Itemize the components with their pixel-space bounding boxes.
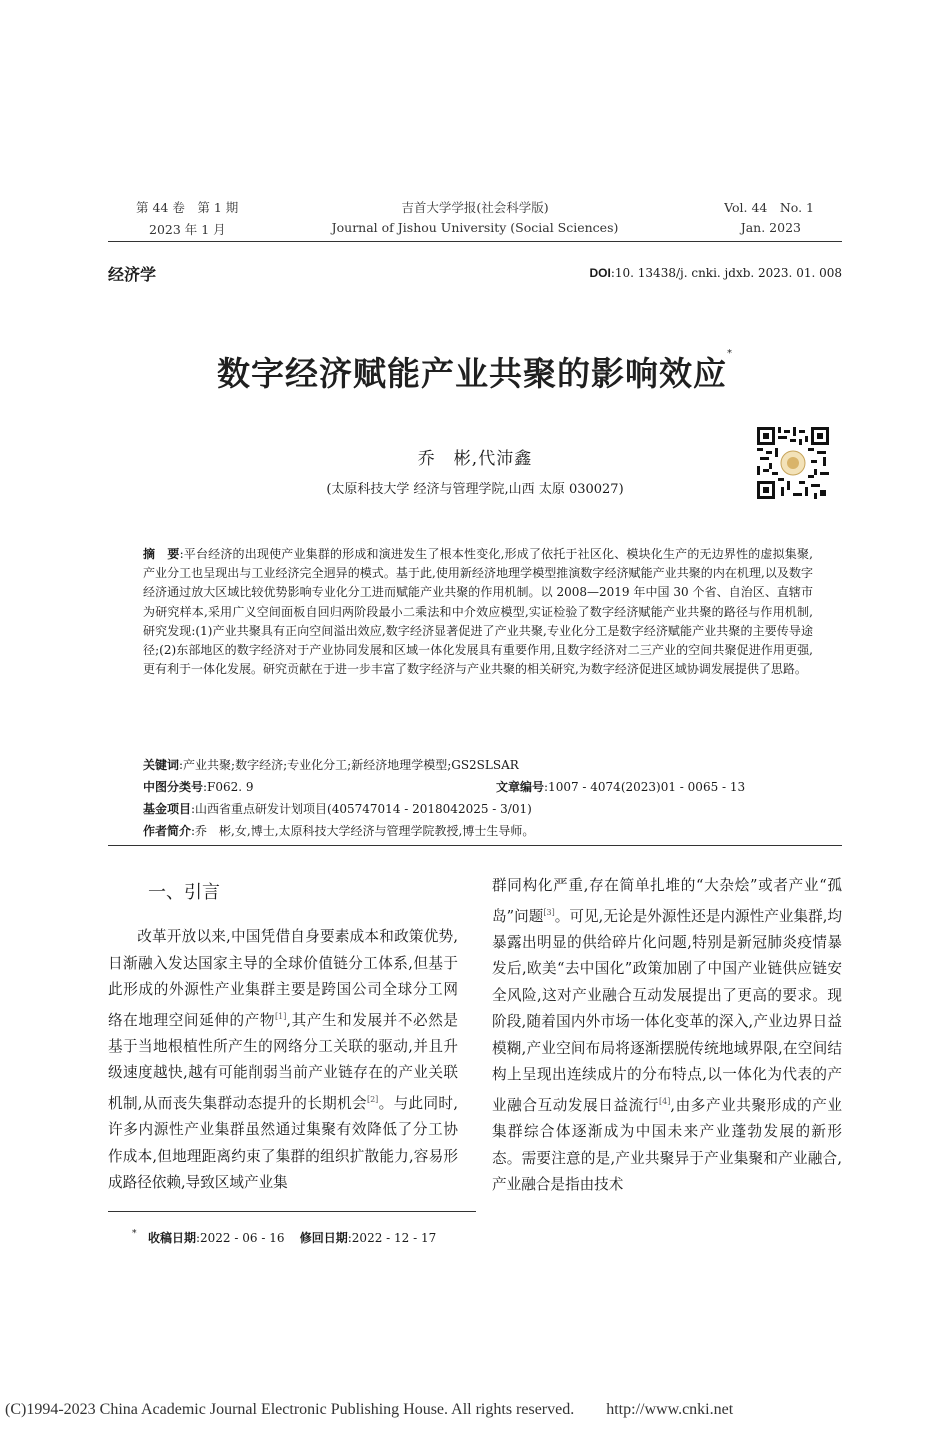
issue-date-en: Jan. 2023 — [740, 220, 801, 235]
citation-ref[interactable]: [4] — [659, 1096, 671, 1106]
citation-ref[interactable]: [3] — [543, 907, 555, 917]
doi[interactable] — [590, 266, 843, 280]
volume-issue-en: Vol. 44 No. 1 — [724, 200, 814, 215]
issue-date: 2023 年 1 月 — [149, 222, 226, 237]
body-left-column — [108, 924, 458, 1197]
paragraph-part: ,由多产业共聚形成的产业集群综合体逐渐成为中国未来产业蓬勃发展的新形态。需要注意的是,产业共聚异于产业集聚和产业融合,产业融合是指由技术 — [492, 1096, 842, 1194]
revised-label: 修回日期 — [299, 1231, 348, 1245]
footnote — [132, 1229, 436, 1246]
journal-name-cn: 吉首大学学报(社会科学版) — [401, 200, 549, 215]
fund-text: :山西省重点研发计划项目(405747014 - 2018042025 - 3/01) — [191, 802, 532, 816]
body-right-column — [492, 873, 842, 1199]
paragraph — [492, 873, 842, 1199]
abstract-rule — [108, 845, 842, 846]
author-bio-label: 作者简介 — [143, 824, 192, 838]
citation-ref[interactable]: [1] — [275, 1011, 287, 1021]
journal-name-en: Journal of Jishou University (Social Sciences) — [331, 220, 619, 235]
author-bio — [143, 822, 534, 839]
author-bio-text: :乔 彬,女,博士,太原科技大学经济与管理学院教授,博士生导师。 — [191, 824, 535, 838]
keywords-label: 关键词 — [143, 758, 180, 772]
fund-label: 基金项目 — [143, 802, 192, 816]
copyright-line: (C)1994-2023 China Academic Journal Electronic Publishing House. All rights reserved. http://www.cnki.net — [5, 1401, 734, 1418]
classification-label: 中图分类号 — [143, 780, 204, 794]
authors: 乔 彬,代沛鑫 — [417, 449, 533, 469]
doi-label: DOI — [589, 266, 611, 280]
paragraph-part: 。与此同时,许多内源性产业集群虽然通过集聚有效降低了分工协作成本,但地理距离约束了集群的组织扩散能力,容易形成路径依赖,导致区域产业集 — [108, 1094, 458, 1192]
article-number — [496, 778, 745, 795]
qr-code-icon — [757, 427, 829, 499]
keywords — [143, 756, 519, 773]
header-rule — [108, 241, 842, 242]
section-heading-intro: 一、引言 — [148, 882, 220, 903]
volume-issue: 第 44 卷 第 1 期 — [136, 200, 239, 215]
footnote-mark: * — [132, 1229, 137, 1239]
paragraph-part: 群同构化严重,存在简单扎堆的“大杂烩”或者产业“孤岛”问题 — [492, 877, 842, 925]
paragraph-part: 。可见,无论是外源性还是内源性产业集群,均暴露出明显的供给碎片化问题,特别是新冠肺炎疫情暴发后,欧美“去中国化”政策加剧了中国产业链供应链安全风险,这对产业融合互动发展提出了更高的要求。现阶段,随着国内外市场一体化变革的深入,产业边界日益模糊,产业空间布局将逐渐摆脱传统地域界限,在空间结构上呈现出连续成片的分布特点,以一体化为代表的产业融合互动发展日益流行 — [492, 907, 843, 1114]
classification — [143, 778, 254, 795]
article-number-label: 文章编号 — [496, 780, 545, 794]
title-footnote-mark: * — [727, 348, 733, 359]
paragraph-part: 改革开放以来,中国凭借自身要素成本和政策优势,日渐融入发达国家主导的全球价值链分工体系,但基于此形成的外源性产业集群主要是跨国公司全球分工网络在地理空间延伸的产物 — [108, 928, 458, 1029]
paragraph — [108, 924, 458, 1197]
abstract-label: 摘 要 — [143, 547, 180, 561]
affiliation: (太原科技大学 经济与管理学院,山西 太原 030027) — [326, 482, 624, 497]
abstract — [143, 545, 813, 679]
received-date: :2022 - 06 - 16 — [195, 1231, 285, 1245]
footnote-rule — [108, 1211, 476, 1212]
received-label: 收稿日期 — [147, 1231, 196, 1245]
doi-value: :10. 13438/j. cnki. jdxb. 2023. 01. 008 — [610, 266, 842, 280]
article-title — [0, 348, 950, 395]
citation-ref[interactable]: [2] — [366, 1094, 379, 1104]
article-number-text: :1007 - 4074(2023)01 - 0065 - 13 — [544, 780, 746, 794]
keywords-text: :产业共聚;数字经济;专业化分工;新经济地理学模型;GS2SLSAR — [179, 758, 519, 772]
classification-text: :F062. 9 — [203, 780, 254, 794]
revised-date: :2022 - 12 - 17 — [347, 1231, 437, 1245]
fund — [143, 800, 532, 817]
title-text: 数字经济赋能产业共聚的影响效应 — [217, 354, 727, 393]
abstract-text: :平台经济的出现使产业集群的形成和演进发生了根本性变化,形成了依托于社区化、模块化生产的无边界性的虚拟集聚,产业分工也呈现出与工业经济完全迥异的模式。基于此,使用新经济地理学模型推演数字经济赋能产业共聚的内在机理,以及数字经济通过放大区域比较优势影响专业化分工进而赋能产业共聚的作用机制。以 2008—2019 年中国 30 个省、自治区、直辖市为研究样本,采用广义空间面板自回归两阶段最小二乘法和中介效应模型,实证检验了数字经济赋能产业共聚的路径与作用机制,研究发现:(1)产业共聚具有正向空间溢出效应,数字经济显著促进了产业共聚,专业化分工是数字经济赋能产业共聚的主要传导途径;(2)东部地区的数字经济对于产业协同发展和区域一体化发展具有重要作用,且数字经济对二三产业的空间共聚促进作用更强,更有利于一体化发展。研究贡献在于进一步丰富了数字经济与产业共聚的相关研究,为数字经济促进区域协调发展提供了思路。 — [143, 547, 813, 677]
paragraph-part: ,其产生和发展并不必然是基于当地根植性所产生的网络分工关联的驱动,并且升级速度越快,越有可能削弱当前产业链存在的产业关联机制,从而丧失集群动态提升的长期机会 — [108, 1011, 458, 1112]
section-tag: 经济学 — [108, 265, 157, 284]
